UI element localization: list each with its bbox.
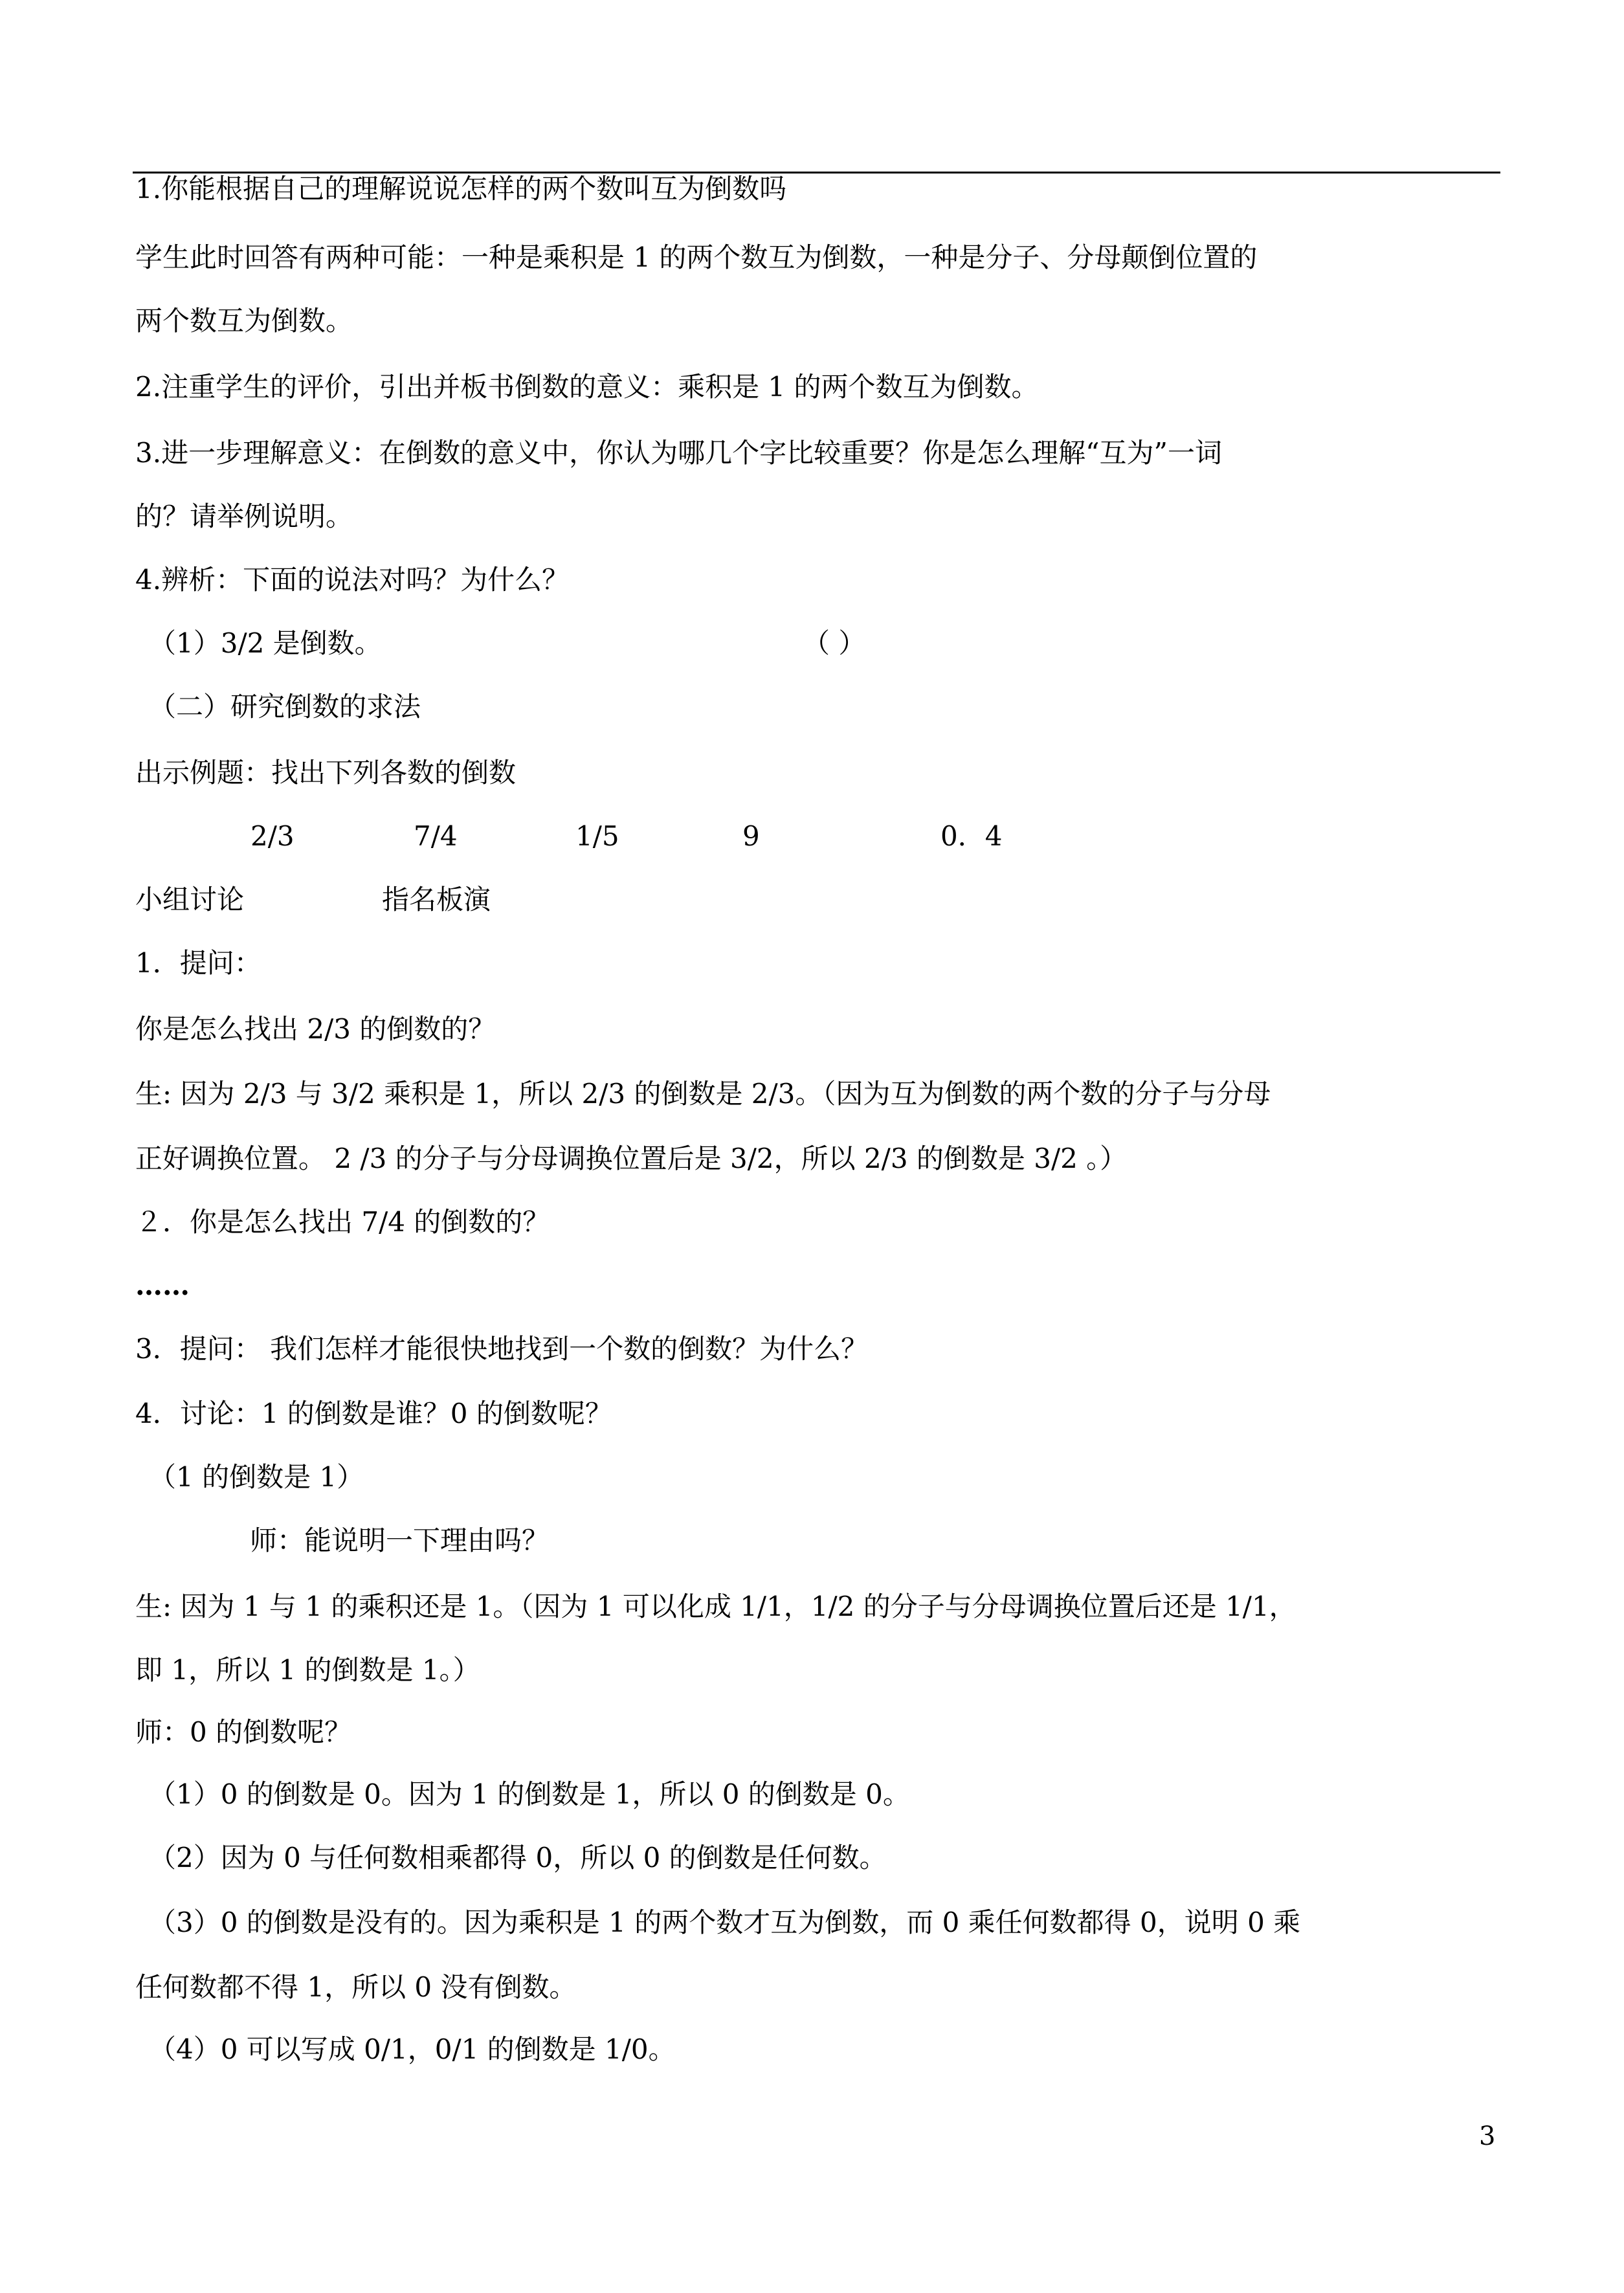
text-line: 师：能说明一下理由吗？ bbox=[250, 1525, 550, 1556]
ellipsis: …… bbox=[135, 1270, 190, 1301]
text-line: 正好调换位置。 2 /3 的分子与分母调换位置后是 3/2，所以 2/3 的倒数是 3/2 。） bbox=[135, 1143, 1128, 1174]
text-line: 2.注重学生的评价，引出并板书倒数的意义：乘积是 1 的两个数互为倒数。 bbox=[135, 371, 1039, 403]
text-line: 的？请举例说明。 bbox=[135, 500, 353, 532]
text-line: （1）3/2 是倒数。 bbox=[149, 627, 382, 659]
text-line: 1.你能根据自己的理解说说怎样的两个数叫互为倒数吗 bbox=[135, 173, 787, 205]
text-line: 两个数互为倒数。 bbox=[135, 305, 353, 337]
text-line: 1．提问： bbox=[135, 947, 261, 979]
text-line: ２．你是怎么找出 7/4 的倒数的？ bbox=[135, 1206, 550, 1238]
text-line: （1 的倒数是 1） bbox=[149, 1461, 364, 1493]
text-line: 3.进一步理解意义：在倒数的意义中，你认为哪几个字比较重要？你是怎么理解“互为”一词 bbox=[135, 437, 1223, 469]
text-line: 4.辨析：下面的说法对吗？为什么？ bbox=[135, 564, 570, 596]
page-number: 3 bbox=[1479, 2121, 1496, 2151]
text-line: 生: 因为 1 与 1 的乘积还是 1。（因为 1 可以化成 1/1，1/2 的分子与分母调换位置后还是 1/1， bbox=[135, 1591, 1296, 1622]
text-line: 你是怎么找出 2/3 的倒数的？ bbox=[135, 1013, 496, 1045]
text-line: （1）0 的倒数是 0。因为 1 的倒数是 1，所以 0 的倒数是 0。 bbox=[149, 1778, 910, 1810]
text-line: 学生此时回答有两种可能：一种是乘积是 1 的两个数互为倒数，一种是分子、分母颠倒位置的 bbox=[135, 241, 1258, 273]
section-heading: （二）研究倒数的求法 bbox=[149, 691, 421, 722]
text-line: （2）因为 0 与任何数相乘都得 0，所以 0 的倒数是任何数。 bbox=[149, 1842, 887, 1874]
text-line: 任何数都不得 1，所以 0 没有倒数。 bbox=[135, 1971, 577, 2003]
text-line: 即 1，所以 1 的倒数是 1。） bbox=[135, 1654, 480, 1686]
text-line: 小组讨论 bbox=[135, 884, 245, 915]
example-number: 9 bbox=[742, 820, 760, 852]
text-line: （4）0 可以写成 0/1，0/1 的倒数是 1/0。 bbox=[149, 2033, 676, 2065]
text-line: （3）0 的倒数是没有的。因为乘积是 1 的两个数才互为倒数，而 0 乘任何数都得 0，说明 0 乘 bbox=[149, 1907, 1301, 1938]
example-number: 0．4 bbox=[940, 820, 1003, 852]
example-number: 2/3 bbox=[250, 820, 295, 852]
text-line: 师：0 的倒数呢？ bbox=[135, 1716, 352, 1748]
text-line: 3．提问： 我们怎样才能很快地找到一个数的倒数？为什么？ bbox=[135, 1333, 869, 1365]
text-line: 生: 因为 2/3 与 3/2 乘积是 1，所以 2/3 的倒数是 2/3。（因为互为倒数的两个数的分子与分母 bbox=[135, 1078, 1271, 1110]
text-line: 4．讨论：1 的倒数是谁？0 的倒数呢？ bbox=[135, 1398, 612, 1429]
text-line: 指名板演 bbox=[382, 884, 491, 915]
example-number: 7/4 bbox=[414, 820, 458, 852]
example-number: 1/5 bbox=[575, 820, 619, 852]
text-line: 出示例题：找出下列各数的倒数 bbox=[135, 757, 517, 789]
answer-blank: （ ） bbox=[803, 627, 866, 659]
